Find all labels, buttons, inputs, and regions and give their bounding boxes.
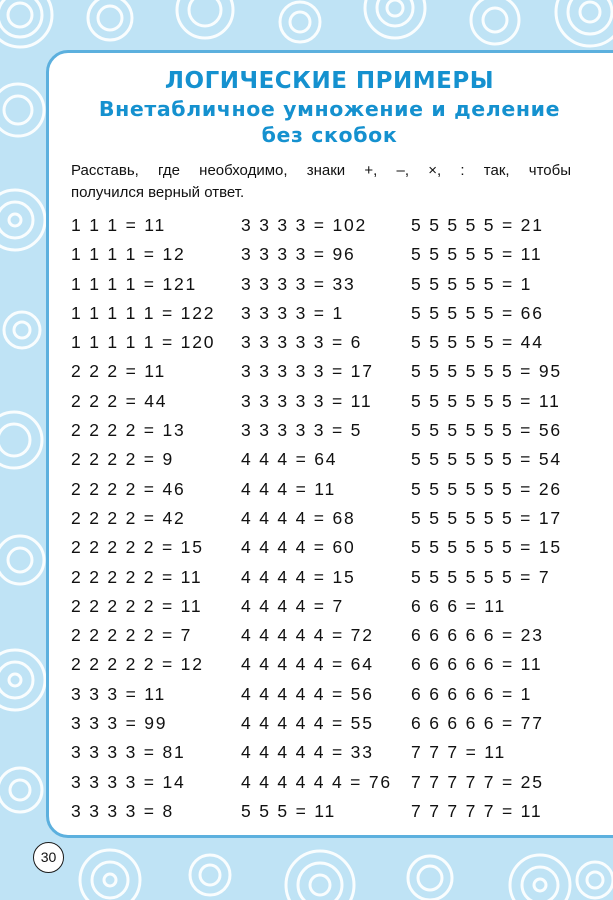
instruction-line-2: получился верный ответ.	[71, 184, 245, 201]
equation-item: 3 3 3 3 3 = 11	[241, 390, 373, 411]
equation-item: 5 5 5 5 5 5 = 54	[411, 449, 562, 470]
decorative-ring	[92, 862, 128, 898]
equations-column-3	[411, 211, 562, 826]
equation-item: 3 3 3 3 = 8	[71, 800, 174, 821]
equation-item: 2 2 2 = 44	[71, 390, 168, 411]
decorative-ring	[280, 2, 320, 42]
decorative-ring	[0, 0, 52, 47]
decorative-ring	[200, 865, 220, 885]
equation-item: 4 4 4 4 4 = 33	[241, 742, 374, 763]
instruction-line-1: Расставь, где необходимо, знаки +, –, ×, : так, чтобы	[71, 162, 571, 179]
equation-item: 1 1 1 1 = 12	[71, 244, 186, 265]
equation-item: 7 7 7 7 7 = 25	[411, 771, 544, 792]
equation-item: 5 5 5 5 5 5 = 17	[411, 507, 562, 528]
title-block	[46, 66, 613, 148]
decorative-ring	[418, 866, 442, 890]
equation-item: 5 5 5 5 5 = 66	[411, 302, 544, 323]
decorative-ring	[0, 768, 42, 812]
decorative-ring	[483, 8, 507, 32]
equation-item: 5 5 5 5 5 5 = 26	[411, 478, 562, 499]
page-subtitle-line2: без скобок	[261, 123, 398, 147]
decorative-ring	[0, 412, 42, 468]
equation-item: 5 5 5 5 5 5 = 56	[411, 420, 562, 441]
decorative-ring	[0, 0, 42, 37]
equation-item: 2 2 2 2 = 9	[71, 449, 174, 470]
equation-item: 1 1 1 = 11	[71, 215, 167, 235]
decorative-ring	[104, 874, 116, 886]
equation-item: 4 4 4 4 4 = 55	[241, 713, 374, 734]
decorative-ring	[387, 0, 403, 16]
equation-item: 5 5 5 5 5 5 = 15	[411, 537, 562, 558]
equation-item: 3 3 3 3 = 33	[241, 273, 356, 294]
equation-item: 5 5 5 5 5 = 11	[411, 244, 543, 265]
equation-item: 3 3 3 3 = 14	[71, 771, 186, 792]
equation-item: 6 6 6 6 6 = 1	[411, 683, 533, 704]
equation-item: 6 6 6 6 6 = 23	[411, 625, 544, 646]
decorative-ring	[190, 855, 230, 895]
decorative-ring	[522, 867, 558, 900]
decorative-ring	[580, 2, 600, 22]
equation-item: 6 6 6 6 6 = 77	[411, 713, 544, 734]
decorative-ring	[408, 856, 452, 900]
decorative-ring	[4, 312, 40, 348]
decorative-ring	[290, 12, 310, 32]
equation-item: 3 3 3 3 = 81	[71, 742, 186, 763]
page-title: ЛОГИЧЕСКИЕ ПРИМЕРЫ	[164, 68, 495, 94]
decorative-ring	[365, 0, 425, 38]
equation-item: 1 1 1 1 1 = 120	[71, 332, 216, 353]
equation-item: 4 4 4 4 = 15	[241, 566, 356, 587]
decorative-ring	[0, 662, 33, 698]
equation-item: 5 5 5 5 5 = 44	[411, 332, 544, 353]
equation-item: 4 4 4 4 = 68	[241, 507, 356, 528]
equation-item: 5 5 5 5 5 5 = 11	[411, 390, 561, 411]
equation-item: 6 6 6 = 11	[411, 595, 507, 616]
decorative-ring	[98, 6, 122, 30]
instruction-text	[71, 160, 571, 204]
equation-item: 7 7 7 = 11	[411, 742, 507, 763]
decorative-ring	[4, 96, 32, 124]
equation-item: 5 5 5 5 5 5 = 95	[411, 361, 562, 382]
equation-item: 2 2 2 = 11	[71, 361, 167, 382]
decorative-ring	[8, 548, 32, 572]
decorative-ring	[587, 872, 603, 888]
decorative-ring	[14, 322, 30, 338]
equation-item: 6 6 6 6 6 = 11	[411, 654, 543, 675]
equation-item: 2 2 2 2 2 = 11	[71, 566, 203, 587]
equation-item: 3 3 3 3 = 102	[241, 215, 368, 235]
equation-item: 3 3 3 3 = 1	[241, 302, 344, 323]
equation-item: 3 3 3 = 99	[71, 713, 168, 734]
equation-item: 2 2 2 2 2 = 7	[71, 625, 193, 646]
equation-item: 5 5 5 = 11	[241, 800, 337, 821]
equation-item: 3 3 3 = 11	[71, 683, 167, 704]
decorative-ring	[534, 879, 546, 891]
decorative-ring	[10, 780, 30, 800]
page-number: 30	[33, 842, 64, 873]
decorative-ring	[177, 0, 233, 38]
equation-item: 2 2 2 2 2 = 11	[71, 595, 203, 616]
decorative-ring	[568, 0, 612, 34]
equation-item: 2 2 2 2 2 = 12	[71, 654, 204, 675]
decorative-ring	[0, 424, 30, 456]
equations-column-1	[71, 211, 215, 826]
decorative-ring	[189, 0, 221, 26]
decorative-ring	[8, 3, 32, 27]
equation-item: 4 4 4 4 4 = 72	[241, 625, 374, 646]
decorative-ring	[377, 0, 413, 26]
equation-item: 5 5 5 5 5 = 1	[411, 273, 533, 294]
equation-item: 3 3 3 3 3 = 5	[241, 420, 363, 441]
equation-item: 2 2 2 2 = 42	[71, 507, 186, 528]
decorative-ring	[9, 674, 21, 686]
equation-item: 4 4 4 4 4 = 64	[241, 654, 374, 675]
equation-item: 2 2 2 2 = 46	[71, 478, 186, 499]
equation-item: 5 5 5 5 5 5 = 7	[411, 566, 551, 587]
equation-item: 4 4 4 4 4 4 = 76	[241, 771, 392, 792]
equation-item: 4 4 4 = 64	[241, 449, 338, 470]
decorative-ring	[577, 862, 613, 898]
decorative-ring	[9, 214, 21, 226]
decorative-ring	[310, 875, 330, 895]
equation-item: 3 3 3 3 = 96	[241, 244, 356, 265]
page-subtitle-line1: Внетабличное умножение и деление	[98, 97, 561, 121]
equation-item: 4 4 4 4 = 60	[241, 537, 356, 558]
equation-item: 4 4 4 = 11	[241, 478, 337, 499]
equation-item: 3 3 3 3 3 = 17	[241, 361, 374, 382]
equations-column-2	[241, 211, 392, 826]
equation-item: 4 4 4 4 = 7	[241, 595, 344, 616]
equation-item: 7 7 7 7 7 = 11	[411, 800, 543, 821]
equation-item: 3 3 3 3 3 = 6	[241, 332, 363, 353]
equation-item: 1 1 1 1 = 121	[71, 273, 198, 294]
decorative-ring	[556, 0, 613, 46]
decorative-ring	[0, 202, 33, 238]
equation-item: 5 5 5 5 5 = 21	[411, 215, 544, 235]
equation-item: 1 1 1 1 1 = 122	[71, 302, 216, 323]
equation-item: 4 4 4 4 4 = 56	[241, 683, 374, 704]
decorative-ring	[0, 84, 44, 136]
equation-item: 2 2 2 2 = 13	[71, 420, 186, 441]
equation-item: 2 2 2 2 2 = 15	[71, 537, 204, 558]
